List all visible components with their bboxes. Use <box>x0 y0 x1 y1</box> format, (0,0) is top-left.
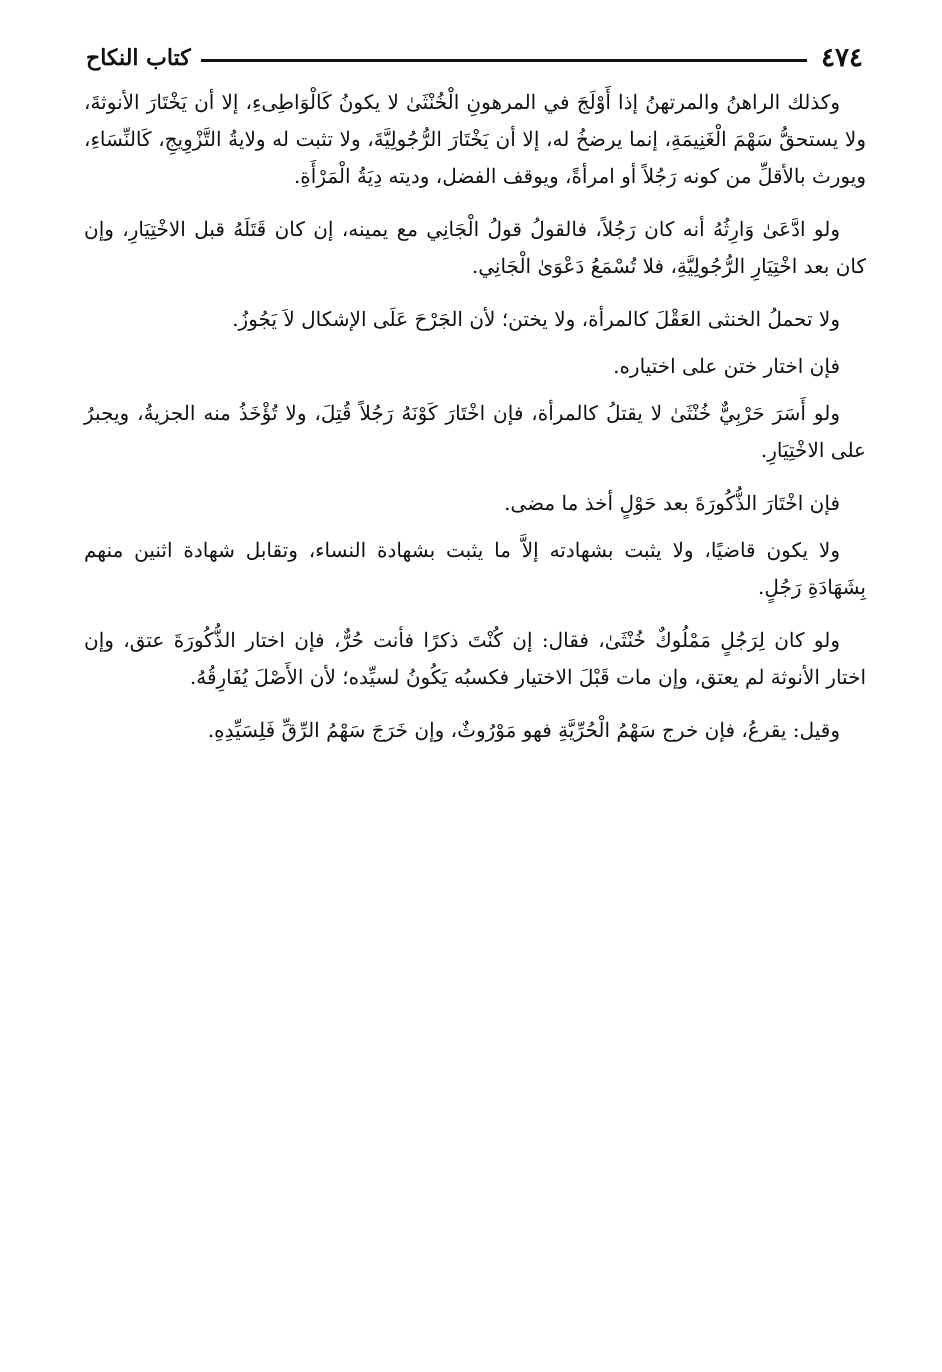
paragraph: وقيل: يقرعُ، فإن خرج سَهْمُ الْحُرِّيَّةِ فهو مَوْرُوثٌ، وإن خَرَجَ سَهْمُ الرِّقِّ فَلِسَيِّدِهِ. <box>207 718 840 742</box>
paragraph: ولا يكون قاضيًا، ولا يثبت بشهادته إلاَّ ما يثبت بشهادة النساء، وتقابل شهادة اثنين منهم بِشَهَادَةِ رَجُلٍ. <box>84 538 866 599</box>
paragraph: ولو كان لِرَجُلٍ مَمْلُوكٌ خُنْثَىٰ، فقال: إن كُنْتَ ذكرًا فأنت حُرٌّ، فإن اختار الذُّكُورَةَ عتق، وإن اختار الأنوثة لم يعتق، وإن مات قَبْلَ الاختيار فكسبُه يَكُونُ لسيِّده؛ لأن الأَصْلَ يُفَارِقُهُ. <box>84 628 866 689</box>
book-title: كتاب النكاح <box>86 45 191 71</box>
paragraph: ولا تحملُ الخنثى العَقْلَ كالمرأة، ولا يختن؛ لأن الجَرْحَ عَلَى الإشكال لاَ يَجُوزُ. <box>232 307 840 331</box>
header-rule <box>201 59 807 62</box>
paragraph: فإن اخْتَارَ الذُّكُورَةَ بعد حَوْلٍ أخذ ما مضى. <box>504 491 840 515</box>
body-text <box>84 84 866 765</box>
paragraph: فإن اختار ختن على اختياره. <box>613 354 840 378</box>
paragraph: ولو أَسَرَ حَرْبِيٌّ خُنْثَىٰ لا يقتلُ كالمرأة، فإن اخْتَارَ كَوْنَهُ رَجُلاً قُتِلَ، ولا تُؤْخَذُ منه الجزيةُ، ويجبرُ على الاخْتِيَارِ. <box>84 401 866 462</box>
paragraph: وكذلك الراهنُ والمرتهنُ إذا أَوْلَجَ في المرهونِ الْخُنْثَىٰ لا يكونُ كَالْوَاطِىءِ، إلا أن يَخْتَارَ الأنوثةَ، ولا يستحقُّ سَهْمَ الْغَنِيمَةِ، إنما يرضخُ له، إلا أن يَخْتَارَ الرُّجُولِيَّةَ، ولا تثبت له ولايةُ التَّزْوِيجِ، كَالنِّسَاءِ، ويورث بالأقلِّ من كونه رَجُلاً أو امرأةً، ويوقف الفضل، وديته دِيَةُ الْمَرْأَةِ. <box>84 90 866 188</box>
page-number: ٤٧٤ <box>821 43 863 73</box>
running-header <box>86 38 863 78</box>
paragraph: ولو ادَّعَىٰ وَارِثُهُ أنه كان رَجُلاً، فالقولُ قولُ الْجَانِي مع يمينه، إن كان قَتَلَهُ قبل الاخْتِيَارِ، وإن كان بعد اخْتِيَارِ الرُّجُولِيَّةِ، فلا تُسْمَعُ دَعْوَىٰ الْجَانِي. <box>84 217 866 278</box>
